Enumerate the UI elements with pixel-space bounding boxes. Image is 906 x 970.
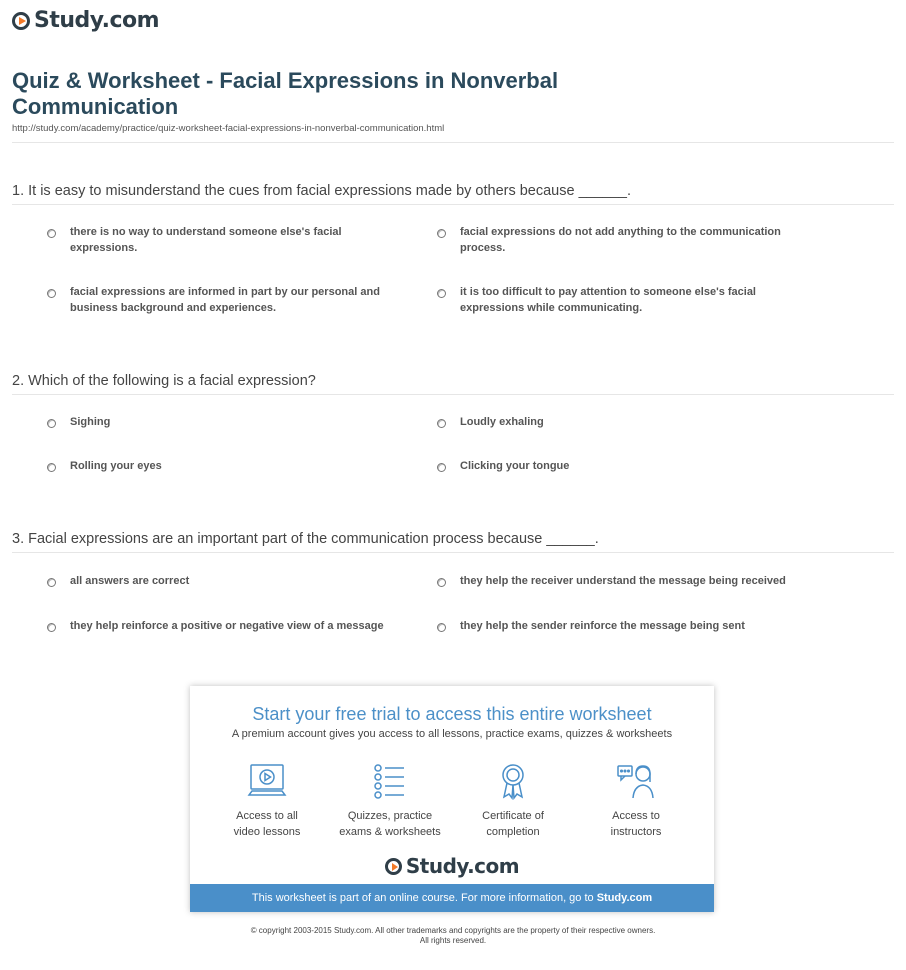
q1-option-c[interactable]: facial expressions are informed in part by our personal and business background and experiences.	[70, 286, 380, 314]
feature-quizzes	[330, 762, 450, 840]
course-info-bar	[190, 884, 714, 912]
q3-option-a[interactable]: all answers are correct	[70, 575, 190, 587]
page-url: http://study.com/academy/practice/quiz-worksheet-facial-expressions-in-nonverbal-communication.html	[12, 123, 445, 134]
q3-option-b[interactable]: they help the receiver understand the message being received	[460, 575, 786, 587]
feature-video-lessons	[207, 762, 327, 840]
free-trial-panel	[190, 686, 714, 912]
feature-instructors-line2: instructors	[610, 826, 662, 838]
q3-option-d-radio[interactable]	[437, 623, 446, 632]
feature-certificate-line1: Certificate of	[482, 810, 544, 822]
feature-video-line2: video lessons	[233, 826, 301, 838]
question-3-divider	[12, 552, 894, 553]
question-2: 2. Which of the following is a facial expression?	[12, 373, 316, 389]
study-logo-text: Study.com	[34, 8, 160, 33]
q1-option-c-radio[interactable]	[47, 289, 56, 298]
q3-option-d[interactable]: they help the sender reinforce the message being sent	[460, 620, 745, 632]
cta-study-logo-text: Study.com	[405, 854, 520, 878]
feature-quizzes-line1: Quizzes, practice	[347, 810, 433, 822]
certificate-icon	[493, 762, 533, 800]
course-info-link[interactable]: Study.com	[596, 892, 653, 904]
q2-option-a-radio[interactable]	[47, 419, 56, 428]
page-title	[12, 68, 712, 120]
q3-option-b-radio[interactable]	[437, 578, 446, 587]
q2-option-a[interactable]: Sighing	[70, 416, 111, 428]
q1-option-a-radio[interactable]	[47, 229, 56, 238]
page-title-line1: Quiz & Worksheet - Facial Expressions in Nonverbal	[12, 68, 559, 93]
feature-quizzes-line2: exams & worksheets	[339, 826, 441, 838]
feature-certificate	[453, 762, 573, 840]
q3-option-c-radio[interactable]	[47, 623, 56, 632]
question-3: 3. Facial expressions are an important part of the communication process because ______.	[12, 531, 599, 547]
q3-option-a-radio[interactable]	[47, 578, 56, 587]
free-trial-subheading: A premium account gives you access to all lessons, practice exams, quizzes & worksheets	[231, 728, 673, 740]
page-title-line2: Communication	[12, 94, 179, 119]
q2-option-c-radio[interactable]	[47, 463, 56, 472]
q1-option-d[interactable]: it is too difficult to pay attention to someone else's facial expressions while communicating.	[460, 286, 756, 314]
study-logo-icon	[12, 12, 30, 30]
cta-study-logo-icon	[385, 858, 402, 875]
instructor-icon	[616, 762, 656, 800]
question-1-divider	[12, 204, 894, 205]
feature-instructors	[576, 762, 696, 840]
q2-option-d[interactable]: Clicking your tongue	[460, 460, 570, 472]
course-info-text: This worksheet is part of an online course. For more information, go to	[251, 892, 597, 904]
feature-instructors-line1: Access to	[612, 810, 660, 822]
question-1: 1. It is easy to misunderstand the cues from facial expressions made by others because ______.	[12, 183, 632, 199]
q2-option-b-radio[interactable]	[437, 419, 446, 428]
copyright	[0, 926, 906, 946]
quiz-list-icon	[370, 762, 410, 800]
study-logo[interactable]	[12, 8, 159, 33]
copyright-line2: All rights reserved.	[419, 936, 487, 945]
q2-option-c[interactable]: Rolling your eyes	[70, 460, 162, 472]
feature-certificate-line2: completion	[486, 826, 540, 838]
copyright-line1: © copyright 2003-2015 Study.com. All other trademarks and copyrights are the property of their respective owners.	[250, 926, 656, 935]
q2-option-d-radio[interactable]	[437, 463, 446, 472]
cta-study-logo[interactable]	[190, 854, 714, 878]
q3-option-c[interactable]: they help reinforce a positive or negative view of a message	[70, 620, 384, 632]
question-2-divider	[12, 394, 894, 395]
video-lesson-icon	[247, 762, 287, 800]
feature-video-line1: Access to all	[236, 810, 298, 822]
q1-option-d-radio[interactable]	[437, 289, 446, 298]
header-divider	[12, 142, 894, 143]
q1-option-b-radio[interactable]	[437, 229, 446, 238]
q1-option-a[interactable]: there is no way to understand someone else's facial expressions.	[70, 226, 342, 254]
free-trial-heading[interactable]: Start your free trial to access this entire worksheet	[252, 704, 652, 724]
q2-option-b[interactable]: Loudly exhaling	[460, 416, 544, 428]
q1-option-b[interactable]: facial expressions do not add anything to the communication process.	[460, 226, 781, 254]
